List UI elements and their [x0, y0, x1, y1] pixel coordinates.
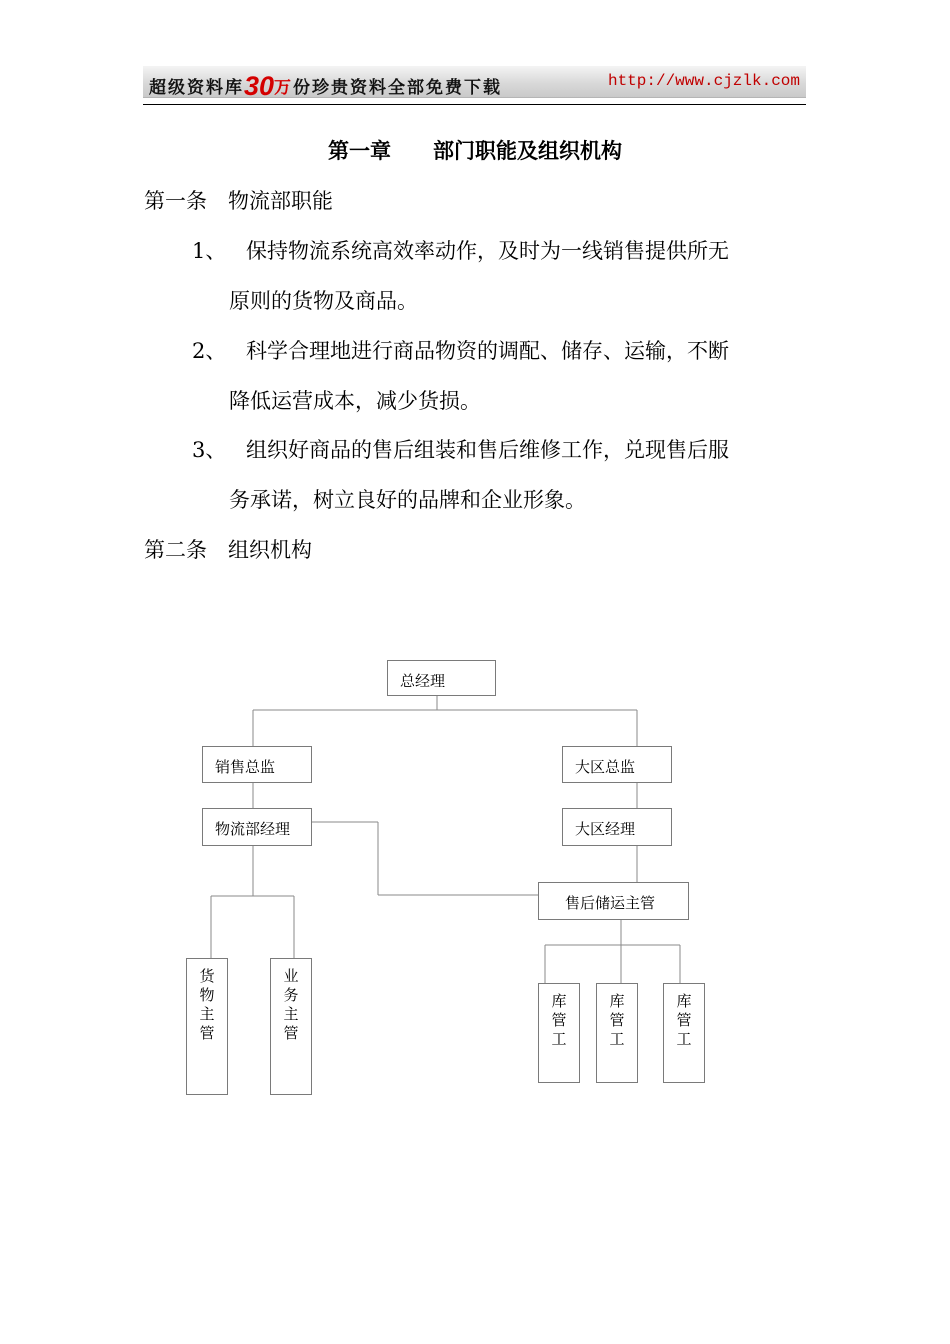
banner-slogan [149, 69, 502, 100]
header-divider [143, 104, 806, 105]
box-logistics-manager: 物流部经理 [202, 808, 312, 846]
box-sales-director: 销售总监 [202, 746, 312, 783]
item1-line1: 保持物流系统高效率动作，及时为一线销售提供所无 [246, 239, 729, 263]
box-goods-supervisor [186, 958, 228, 1095]
item1-number: 1、 [192, 239, 227, 263]
business-char-2: 务 [283, 986, 299, 1004]
goods-char-1: 货 [199, 967, 215, 985]
goods-char-3: 主 [199, 1005, 215, 1023]
banner-unit: 万 [274, 78, 294, 98]
worker3-char-1: 库 [676, 992, 692, 1010]
item1-line2: 原则的货物及商品。 [229, 289, 418, 313]
banner-number: 30 [244, 71, 275, 101]
worker3-char-3: 工 [676, 1030, 692, 1048]
worker1-char-2: 管 [551, 1011, 567, 1029]
business-char-3: 主 [283, 1005, 299, 1023]
goods-char-2: 物 [199, 986, 215, 1004]
header-banner [143, 66, 806, 101]
box-region-manager: 大区经理 [562, 808, 672, 846]
worker1-char-1: 库 [551, 992, 567, 1010]
box-warehouse-worker-3 [663, 983, 705, 1083]
chapter-title: 第一章 部门职能及组织机构 [328, 138, 622, 163]
item3-line1: 组织好商品的售后组装和售后维修工作，兑现售后服 [246, 438, 729, 462]
worker1-char-3: 工 [551, 1030, 567, 1048]
item3-line2: 务承诺，树立良好的品牌和企业形象。 [229, 488, 586, 512]
worker2-char-2: 管 [609, 1011, 625, 1029]
box-aftersales-supervisor: 售后储运主管 [538, 882, 689, 920]
box-general-manager: 总经理 [387, 660, 496, 696]
box-warehouse-worker-1 [538, 983, 580, 1083]
box-region-director: 大区总监 [562, 746, 672, 783]
box-business-supervisor [270, 958, 312, 1095]
banner-brand-left: 超级资料库 [149, 78, 244, 98]
worker2-char-3: 工 [609, 1030, 625, 1048]
business-char-1: 业 [283, 967, 299, 985]
banner-url[interactable]: http://www.cjzlk.com [607, 72, 800, 90]
item2-line1: 科学合理地进行商品物资的调配、储存、运输，不断 [246, 339, 729, 363]
worker3-char-2: 管 [676, 1011, 692, 1029]
article1-heading: 第一条 物流部职能 [144, 189, 333, 213]
goods-char-4: 管 [199, 1024, 215, 1042]
item2-line2: 降低运营成本，减少货损。 [229, 389, 481, 413]
banner-brand-right: 份珍贵资料全部免费下载 [293, 78, 503, 98]
box-warehouse-worker-2 [596, 983, 638, 1083]
business-char-4: 管 [283, 1024, 299, 1042]
worker2-char-1: 库 [609, 992, 625, 1010]
item2-number: 2、 [192, 339, 227, 363]
item3-number: 3、 [192, 438, 227, 462]
article2-heading: 第二条 组织机构 [144, 538, 312, 562]
